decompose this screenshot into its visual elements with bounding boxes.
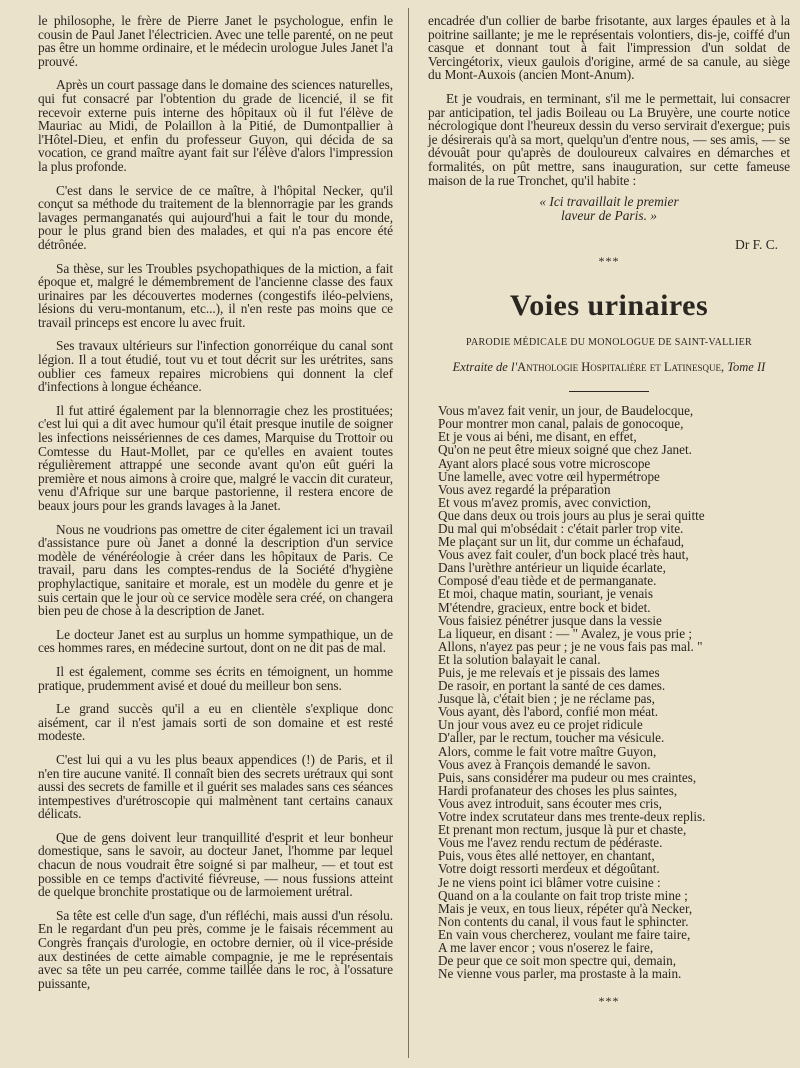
poem-line: Du mal qui m'obsédait : c'était parler trop vite. xyxy=(438,520,684,536)
poem-line: Mais je veux, en tous lieux, répéter qu'à Necker, xyxy=(438,900,693,916)
asterism-separator: *** xyxy=(598,994,620,1009)
asterism-separator: *** xyxy=(598,254,620,269)
source-tome: Tome II xyxy=(727,360,766,375)
poem-line: Puis, sans considérer ma pudeur ou mes craintes, xyxy=(438,769,697,785)
quote-line: « Ici travaillait le premier xyxy=(539,194,679,210)
paragraph: Le docteur Janet est au surplus un homme sympathique, un de ces hommes rares, en médecine surtout, dont on ne dit pas de mal. xyxy=(38,626,393,656)
poem-line: Alors, comme le fait votre maître Guyon, xyxy=(438,743,657,759)
paragraph: Après un court passage dans le domaine des sciences naturelles, qui fut consacré par l'obtention du grade de licencié, il se fit recevoir externe puis interne des hôpitaux où il fut l'élève de Mauriac au Midi, de Polaillon à la Pitié, de Dumontpallier à l'Hôtel-Dieu, et enfin du professeur Guyon, qui décida de sa vocation, ce grand maître ayant fait sur l'élève d'alors l'impression la plus profonde. xyxy=(38,77,393,174)
poem-line: Vous m'avez fait venir, un jour, de Baudelocque, xyxy=(438,403,694,419)
poem-line: Vous avez regardé la préparation xyxy=(438,481,611,497)
poem-line: Votre index scrutateur dans mes trente-deux replis. xyxy=(438,809,706,825)
paragraph: Ses travaux ultérieurs sur l'infection gonorréique du canal sont légion. Il a tout étudié, tout vu et tout décrit sur les urétrites, sans oublier ces fameux repaires microbiens qui donnent la clef d'infections à longue échéance. xyxy=(38,338,393,395)
paragraph: le philosophe, le frère de Pierre Janet le psychologue, enfin le cousin de Paul Janet l'électricien. Avec une telle parenté, on ne peut pas être un homme ordinaire, et le médecin urologue Jules Janet l'a prouvé. xyxy=(38,13,393,69)
paragraph: Et je voudrais, en terminant, s'il me le permettait, lui consacrer par anticipation, tel jadis Boileau ou La Bruyère, une courte notice nécrologique dont l'heureux dessin du verso servirait d'exergue; puis je désirerais qu'à sa mort, quelqu'un d'entre nous, — ses amis, — se dévouât pour qu'après de douloureux calvaires en démarches et formalités, on pût mettre, sans inauguration, sur cette fameuse maison de la rue Tronchet, qu'il habite : xyxy=(428,90,790,188)
poem-line: Et la solution balayait le canal. xyxy=(438,651,601,667)
article-title: Voies urinaires xyxy=(509,289,709,323)
poem-line: Dans l'urèthre antérieur un liquide écarlate, xyxy=(438,560,666,576)
poem-line: De peur que ce soit mon spectre qui, demain, xyxy=(438,953,677,969)
article-subtitle: PARODIE MÉDICALE DU MONOLOGUE DE SAINT-VALLIER xyxy=(466,337,752,349)
poem-line: Vous avez à François demandé le savon. xyxy=(438,756,651,772)
signature: Dr F. C. xyxy=(735,237,778,253)
quote-line: laveur de Paris. » xyxy=(561,208,657,224)
poem-line: Ayant alors placé sous votre microscope xyxy=(438,455,651,471)
paragraph: Il fut attiré également par la blennorragie chez les prostituées; c'est lui qui a dit avec humour qu'il était presque inutile de soigner les infections neissériennes de ces dames, Marquise du Trottoir ou Comtesse du Haut-Mollet, par ce qu'elles en avaient toutes régulièrement attrappé une seconde avant qu'on eût guéri la première et nous aimons à croire que, malgré le vaccin dit curateur, venu d'Afrique sur une barque pastorienne, il restera encore de beaux jours pour les grands lavages à la Janet. xyxy=(38,402,393,513)
poem-line: Et moi, chaque matin, souriant, je venais xyxy=(438,586,653,602)
source-prefix: Extraite de l' xyxy=(452,360,518,375)
poem-line: Ne vienne vous parler, ma prostaste à la main. xyxy=(438,966,682,982)
poem-line: La liqueur, en disant : — " Avalez, je vous prie ; xyxy=(438,625,693,641)
poem-line: Une lamelle, avec votre œil hypermétrope xyxy=(438,468,660,484)
poem-line: M'étendre, gracieux, entre bock et bidet. xyxy=(438,599,651,615)
column-divider xyxy=(408,8,409,1058)
poem-line: En vain vous chercherez, voulant me faire taire, xyxy=(438,926,691,942)
poem-line: Je ne viens point ici blâmer votre cuisine : xyxy=(438,874,661,890)
poem-line: Vous me l'avez rendu rectum de pédéraste. xyxy=(438,835,663,851)
poem-line: De rasoir, en portant la santé de ces dames. xyxy=(438,678,666,694)
right-column xyxy=(428,14,790,1009)
poem-line: Composé d'eau tiède et de permanganate. xyxy=(438,573,657,589)
paragraph: Sa tête est celle d'un sage, d'un réfléchi, mais aussi d'un résolu. En le regardant d'un peu près, comme je le faisais récemment au Congrès français d'urologie, en octobre dernier, où il vice-préside aux destinées de cette aimable compagnie, je me le représentais avec sa tête un peu carrée, comme taillée dans le roc, à l'ossature puissante, xyxy=(38,907,393,991)
poem-line: Votre doigt ressorti merdeux et dégoûtant. xyxy=(438,861,660,877)
poem-line: Qu'on ne peut être mieux soigné que chez Janet. xyxy=(438,442,692,458)
poem-line: Pour montrer mon canal, palais de gonocoque, xyxy=(438,416,684,432)
poem xyxy=(438,404,790,980)
paragraph: Que de gens doivent leur tranquillité d'esprit et leur bonheur domestique, sans le savoir, au docteur Janet, l'homme par lequel chacun de nous voudrait être soigné si par malheur, — et tout est possible en ce temps d'activité fiévreuse, — nous fussions atteint de quelque bronchite prostatique ou de larmoiement urétral. xyxy=(38,829,393,900)
poem-line: Et vous m'avez promis, avec conviction, xyxy=(438,494,651,510)
poem-line: Non contents du canal, il vous faut le sphincter. xyxy=(438,913,689,929)
poem-line: Vous avez fait couler, d'un bock placé très haut, xyxy=(438,547,689,563)
poem-line: Un jour vous avez eu ce projet ridicule xyxy=(438,717,643,733)
poem-line: Puis, vous êtes allé nettoyer, en chantant, xyxy=(438,848,655,864)
paragraph: Le grand succès qu'il a eu en clientèle s'explique donc aisément, car il n'est jamais sorti de son domaine et est resté modeste. xyxy=(38,701,393,744)
poem-line: Vous avez introduit, sans écouter mes cris, xyxy=(438,795,662,811)
poem-line: A me laver encor ; vous n'oserez le faire, xyxy=(438,939,654,955)
poem-line: Puis, je me relevais et je pissais des lames xyxy=(438,665,660,680)
poem-line: Me plaçant sur un lit, dur comme un échafaud, xyxy=(438,534,685,550)
left-column xyxy=(38,14,393,990)
poem-line: Allons, n'ayez pas peur ; je ne vous fais pas mal. " xyxy=(438,638,703,654)
paragraph: Il est également, comme ses écrits en témoignent, un homme pratique, prudemment avisé et doué du meilleur bon sens. xyxy=(38,663,393,693)
paragraph: C'est dans le service de ce maître, à l'hôpital Necker, qu'il conçut sa méthode du traitement de la blennorragie par les grands lavages permanganatés qui aujourd'hui a fait le tour du monde, pour le plus grand bien des malades, et qui n'a pas encore été détrônée. xyxy=(38,182,393,252)
source-line xyxy=(428,360,790,375)
poem-line: Hardi profanateur des choses les plus saintes, xyxy=(438,782,678,798)
paragraph: Sa thèse, sur les Troubles psychopathiques de la miction, a fait époque et, malgré le démembrement de l'ancienne classe des faux urinaires par les découvertes modernes (congestifs iléo-pelviens, lésions du veru-montanum, etc...), il n'en reste pas moins que ce travail princeps est encore lu avec fruit. xyxy=(38,260,393,330)
poem-line: Que dans deux ou trois jours au plus je serai quitte xyxy=(438,507,705,523)
paragraph: Nous ne voudrions pas omettre de citer également ici un travail d'assistance pure où Janet a donné la description d'un service modèle de vénéréologie à créer dans les hôpitaux de Paris. Ce travail, paru dans les comptes-rendus de la Société d'hygiène prophylactique, sanitaire et morale, est un modèle du genre et je suis certain que le jour où ce service modèle sera créé, on changera bien peu de chose à la description de Janet. xyxy=(38,521,393,619)
paragraph: encadrée d'un collier de barbe frisotante, aux larges épaules et à la poitrine saillante; je me le représentais volontiers, dis-je, coiffé d'un casque et donnant tout à fait l'impression d'un soldat de Vercingétorix, vieux gaulois d'origine, armé de sa canule, au siège du Mont-Auxois (ancien Mont-Anum). xyxy=(428,13,790,83)
poem-line: Et je vous ai béni, me disant, en effet, xyxy=(438,429,637,445)
poem-line: Jusque là, c'était bien ; je ne réclame pas, xyxy=(438,691,655,707)
poem-line: Quand on a la coulante on fait trop triste mine ; xyxy=(438,887,688,903)
title-rule xyxy=(569,391,649,392)
poem-line: Vous faisiez pénétrer jusque dans la vessie xyxy=(438,612,662,628)
poem-line: Vous ayant, dès l'abord, confié mon méat. xyxy=(438,704,659,720)
poem-line: Et prenant mon rectum, jusque là pur et chaste, xyxy=(438,822,687,838)
paragraph: C'est lui qui a vu les plus beaux appendices (!) de Paris, et il n'en tire aucune vanité. Il connaît bien des secrets urétraux qui sont aussi des secrets de famille et il guérit ses malades sans ces séances intempestives d'urétroscopie qui malmènent tant certains canaux délicats. xyxy=(38,751,393,822)
poem-line: D'aller, par le rectum, toucher ma vésicule. xyxy=(438,730,665,746)
source-name: Anthologie Hospitalière et Latinesque, xyxy=(517,360,725,375)
